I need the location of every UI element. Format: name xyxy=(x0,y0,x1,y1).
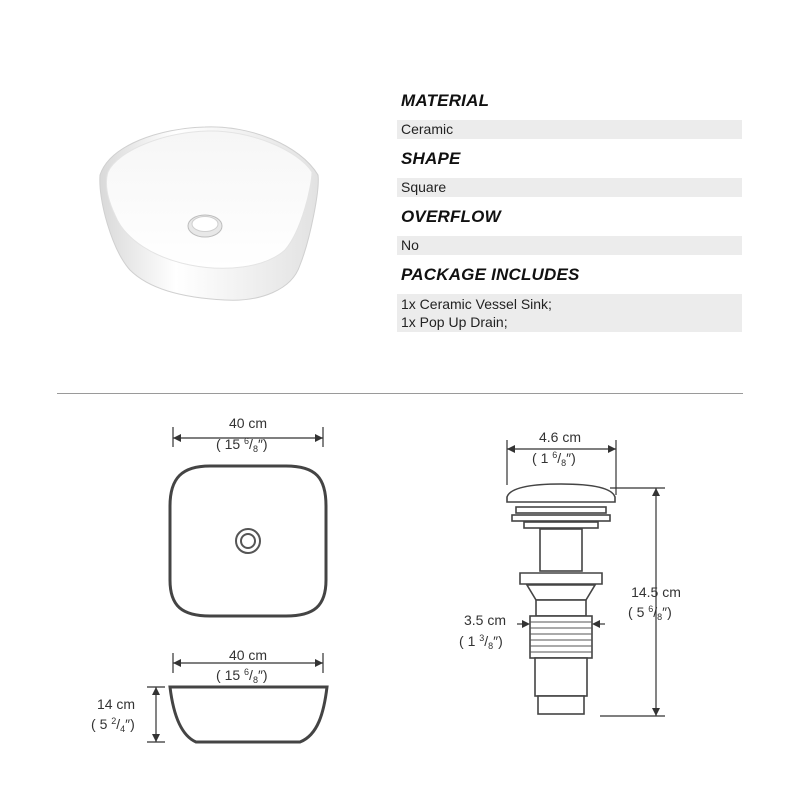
top-drain-outer xyxy=(236,529,260,553)
package-heading: PACKAGE INCLUDES xyxy=(401,265,580,284)
side-height-metric: 14 cm xyxy=(96,696,136,712)
sink-side-view xyxy=(170,687,327,742)
overflow-value-text: No xyxy=(401,237,419,253)
pop-up-drain-drawing xyxy=(507,484,615,714)
top-width-metric: 40 cm xyxy=(228,415,268,431)
drain-top-imperial: ( 1 $^6/_8''$) xyxy=(532,450,576,468)
package-line-sink: 1x Ceramic Vessel Sink; xyxy=(401,296,552,312)
top-width-imperial: ( 15 $^6/_8''$) xyxy=(216,436,268,454)
material-value-text: Ceramic xyxy=(401,121,454,137)
side-height-imperial: ( 5 $^2/_4''$) xyxy=(91,716,135,734)
side-width-imperial: ( 15 $^6/_8''$) xyxy=(216,667,268,685)
overflow-heading: OVERFLOW xyxy=(401,207,501,226)
drain-height-metric: 14.5 cm xyxy=(631,584,681,600)
sink-top-view xyxy=(170,466,326,616)
side-width-metric: 40 cm xyxy=(228,647,268,663)
shape-heading: SHAPE xyxy=(401,149,461,168)
drain-height-imperial: ( 5 $^6/_8''$) xyxy=(628,604,672,622)
drain-top-metric: 4.6 cm xyxy=(538,429,582,445)
drain-body-metric: 3.5 cm xyxy=(463,612,507,628)
shape-value-text: Square xyxy=(401,179,447,195)
drain-body-imperial: ( 1 $^3/_8''$) xyxy=(459,633,503,651)
top-drain-inner xyxy=(241,534,255,548)
package-line-drain: 1x Pop Up Drain; xyxy=(401,314,508,330)
material-heading: MATERIAL xyxy=(401,91,490,110)
